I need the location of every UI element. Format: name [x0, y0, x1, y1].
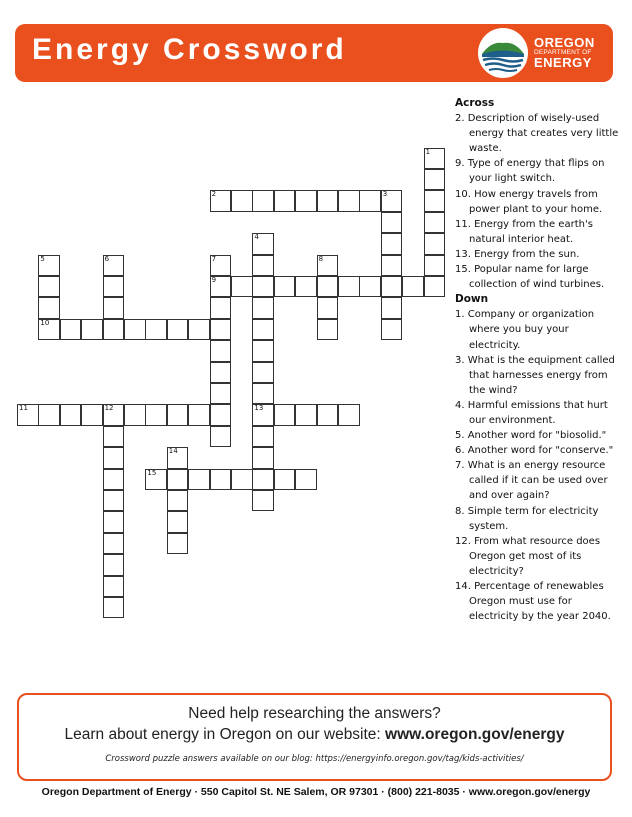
crossword-cell[interactable] [167, 469, 189, 491]
website-link[interactable]: www.oregon.gov/energy [385, 726, 565, 743]
crossword-cell[interactable] [167, 511, 189, 533]
clue-number: 3 [382, 190, 388, 199]
crossword-cell[interactable] [317, 404, 339, 426]
across-heading: Across [455, 97, 495, 109]
crossword-cell[interactable] [103, 319, 125, 341]
crossword-cell[interactable] [145, 319, 167, 341]
crossword-cell[interactable] [252, 404, 274, 426]
oregon-doe-logo [477, 27, 605, 79]
clue-number: 13 [254, 404, 264, 413]
down-clue: 1. Company or organization where you buy your electricity. [455, 309, 595, 351]
crossword-cell[interactable] [252, 362, 274, 384]
crossword-cell[interactable] [210, 340, 232, 362]
crossword-cell[interactable] [210, 404, 232, 426]
oregon-doe-seal-icon [477, 27, 529, 79]
crossword-cell[interactable] [103, 490, 125, 512]
clue-number: 14 [168, 447, 178, 456]
crossword-cell[interactable] [252, 490, 274, 512]
down-clues [455, 307, 620, 624]
crossword-cell[interactable] [359, 276, 381, 298]
crossword-cell[interactable] [424, 212, 446, 234]
down-clue: 14. Percentage of renewables Oregon must use for electricity by the year 2040. [455, 581, 611, 623]
down-clue: 12. From what resource does Oregon get most of its electricity? [455, 535, 601, 577]
crossword-cell[interactable] [17, 404, 39, 426]
crossword-cell[interactable] [188, 319, 210, 341]
crossword-cell[interactable] [252, 469, 274, 491]
crossword-cell[interactable] [295, 190, 317, 212]
crossword-cell[interactable] [338, 404, 360, 426]
down-clue: 8. Simple term for electricity system. [455, 505, 599, 532]
crossword-cell[interactable] [103, 469, 125, 491]
across-clue: 11. Energy from the earth's natural interior heat. [455, 218, 593, 245]
crossword-cell[interactable] [295, 469, 317, 491]
crossword-cell[interactable] [381, 255, 403, 277]
footer-contact: Oregon Department of Energy · 550 Capitol St. NE Salem, OR 97301 · (800) 221-8035 · www.oregon.gov/energy [41, 786, 591, 798]
crossword-cell[interactable] [210, 190, 232, 212]
clue-number: 6 [104, 254, 110, 263]
crossword-cell[interactable] [38, 276, 60, 298]
across-clue: 15. Popular name for large collection of wind turbines. [455, 264, 605, 291]
crossword-cell[interactable] [338, 276, 360, 298]
crossword-cell[interactable] [103, 554, 125, 576]
crossword-cell[interactable] [103, 404, 125, 426]
crossword-cell[interactable] [188, 469, 210, 491]
clue-number: 5 [40, 254, 45, 263]
crossword-cell[interactable] [38, 319, 60, 341]
crossword-cell[interactable] [381, 297, 403, 319]
crossword-cell[interactable] [210, 362, 232, 384]
crossword-cell[interactable] [81, 404, 103, 426]
crossword-cell[interactable] [252, 426, 274, 448]
crossword-cell[interactable] [81, 319, 103, 341]
crossword-cell[interactable] [210, 255, 232, 277]
blog-note: Crossword puzzle answers available on our blog: https://energyinfo.oregon.gov/tag/kids-activities/ [105, 754, 524, 764]
crossword-cell[interactable] [103, 576, 125, 598]
crossword-cell[interactable] [231, 190, 253, 212]
clue-number: 9 [211, 275, 217, 284]
crossword-cell[interactable] [381, 276, 403, 298]
across-clue: 2. Description of wisely-used energy that creates very little waste. [455, 113, 619, 155]
crossword-cell[interactable] [167, 319, 189, 341]
crossword-cell[interactable] [274, 276, 296, 298]
clue-number: 2 [211, 190, 217, 199]
crossword-cell[interactable] [252, 233, 274, 255]
crossword-cell[interactable] [103, 511, 125, 533]
crossword-cell[interactable] [210, 426, 232, 448]
crossword-cell[interactable] [167, 404, 189, 426]
crossword-cell[interactable] [60, 404, 82, 426]
crossword-cell[interactable] [424, 233, 446, 255]
crossword-cell[interactable] [252, 340, 274, 362]
crossword-cell[interactable] [188, 404, 210, 426]
crossword-cell[interactable] [231, 469, 253, 491]
crossword-cell[interactable] [103, 597, 125, 619]
logo-text: OREGON DEPARTMENT OF ENERGY [534, 35, 595, 70]
crossword-cell[interactable] [124, 319, 146, 341]
crossword-cell[interactable] [317, 255, 339, 277]
crossword-cell[interactable] [295, 404, 317, 426]
help-learn-line: Learn about energy in Oregon on our website: www.oregon.gov/energy [64, 726, 565, 743]
crossword-cell[interactable] [295, 276, 317, 298]
crossword-cell[interactable] [338, 190, 360, 212]
crossword-cell[interactable] [317, 190, 339, 212]
crossword-cell[interactable] [424, 190, 446, 212]
crossword-cell[interactable] [103, 276, 125, 298]
across-clue: 10. How energy travels from power plant to your home. [455, 188, 603, 215]
crossword-cell[interactable] [381, 319, 403, 341]
crossword-cell[interactable] [274, 469, 296, 491]
down-clue: 3. What is the equipment called that harnesses energy from the wind? [455, 354, 615, 396]
crossword-cell[interactable] [402, 276, 424, 298]
crossword-cell[interactable] [252, 447, 274, 469]
crossword-cell[interactable] [252, 276, 274, 298]
down-clue: 4. Harmful emissions that hurt our environment. [455, 399, 608, 426]
clue-number: 7 [211, 254, 217, 263]
crossword-cell[interactable] [424, 148, 446, 170]
crossword-cell[interactable] [210, 319, 232, 341]
crossword-cell[interactable] [381, 233, 403, 255]
crossword-cell[interactable] [103, 426, 125, 448]
across-clues [455, 111, 620, 292]
crossword-cell[interactable] [252, 383, 274, 405]
crossword-cell[interactable] [145, 404, 167, 426]
clue-number: 1 [425, 147, 431, 156]
across-clue: 9. Type of energy that flips on your light switch. [455, 158, 605, 185]
crossword-cell[interactable] [103, 255, 125, 277]
crossword-cell[interactable] [359, 190, 381, 212]
clue-number: 15 [147, 468, 157, 477]
header-banner [15, 24, 613, 82]
crossword-cell[interactable] [167, 490, 189, 512]
clue-number: 11 [19, 404, 28, 413]
crossword-cell[interactable] [274, 190, 296, 212]
crossword-cell[interactable] [167, 533, 189, 555]
crossword-cell[interactable] [231, 276, 253, 298]
crossword-cell[interactable] [252, 190, 274, 212]
crossword-cell[interactable] [124, 404, 146, 426]
crossword-cell[interactable] [210, 297, 232, 319]
down-heading: Down [455, 293, 489, 306]
clue-list [455, 96, 620, 624]
crossword-cell[interactable] [103, 297, 125, 319]
crossword-cell[interactable] [424, 255, 446, 277]
help-box [17, 693, 612, 781]
crossword-cell[interactable] [424, 276, 446, 298]
crossword-cell[interactable] [252, 255, 274, 277]
help-question: Need help researching the answers? [188, 705, 441, 722]
crossword-cell[interactable] [210, 276, 232, 298]
crossword-cell[interactable] [317, 297, 339, 319]
page-title: Energy Crossword [32, 33, 347, 66]
clue-number: 4 [254, 233, 259, 242]
crossword-cell[interactable] [38, 404, 60, 426]
crossword-cell[interactable] [424, 169, 446, 191]
crossword-cell[interactable] [317, 276, 339, 298]
across-clue: 13. Energy from the sun. [455, 248, 580, 260]
crossword-cell[interactable] [38, 297, 60, 319]
down-clue: 6. Another word for "conserve." [455, 445, 614, 457]
crossword-cell[interactable] [145, 469, 167, 491]
crossword-cell[interactable] [381, 190, 403, 212]
clue-number: 10 [40, 318, 50, 327]
crossword-cell[interactable] [210, 469, 232, 491]
crossword-cell[interactable] [274, 404, 296, 426]
crossword-cell[interactable] [381, 212, 403, 234]
crossword-cell[interactable] [317, 319, 339, 341]
crossword-cell[interactable] [103, 533, 125, 555]
crossword-cell[interactable] [252, 319, 274, 341]
crossword-cell[interactable] [252, 297, 274, 319]
down-clue: 5. Another word for "biosolid." [455, 430, 607, 442]
clue-number: 8 [318, 254, 324, 263]
crossword-cell[interactable] [167, 447, 189, 469]
down-clue: 7. What is an energy resource called if it can be used over and over again? [455, 460, 608, 502]
crossword-cell[interactable] [38, 255, 60, 277]
clue-number: 12 [104, 404, 114, 413]
crossword-cell[interactable] [210, 383, 232, 405]
crossword-cell[interactable] [103, 447, 125, 469]
crossword-cell[interactable] [60, 319, 82, 341]
